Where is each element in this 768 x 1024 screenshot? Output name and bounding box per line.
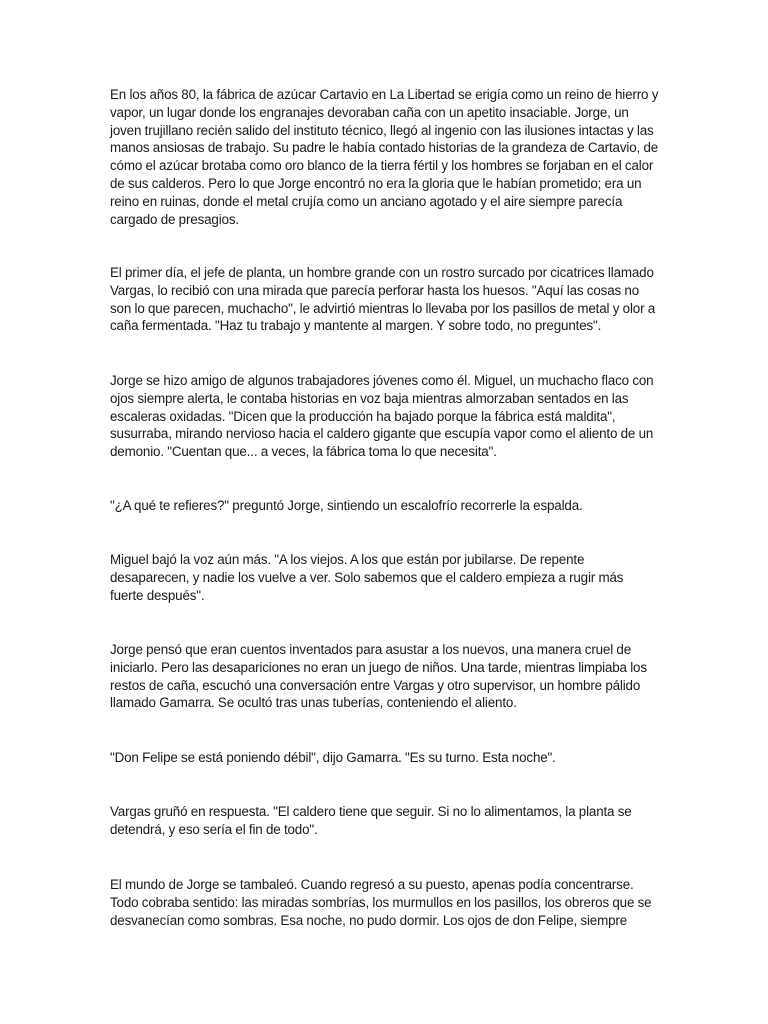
paragraph-9 [110, 876, 660, 929]
paragraph-6 [110, 641, 660, 712]
paragraph-text: En los años 80, la fábrica de azúcar Cartavio en La Libertad se erigía como un reino de hierro y vapor, un lugar donde los engranajes devoraban caña con un apetito insaciable. Jorge, un joven trujillano recién salido del instituto técnico, llegó al ingenio con las ilusiones intactas y las manos ansiosas de trabajo. Su padre le había contado historias de la grandeza de Cartavio, de cómo el azúcar brotaba como oro blanco de la tierra fértil y los hombres se forjaban en el calor de sus calderos. Pero lo que Jorge encontró no era la gloria que le habían prometido; era un reino en ruinas, donde el metal crujía como un anciano agotado y el aire siempre parecía cargado de presagios. [110, 87, 659, 227]
paragraph-3 [110, 372, 660, 461]
paragraph-text: "Don Felipe se está poniendo débil", dijo Gamarra. "Es su turno. Esta noche". [110, 750, 556, 765]
paragraph-1 [110, 86, 660, 228]
paragraph-7 [110, 749, 660, 767]
paragraph-text: El mundo de Jorge se tambaleó. Cuando regresó a su puesto, apenas podía concentrarse. Todo cobraba sentido: las miradas sombrías, los murmullos en los pasillos, los obreros que se desvanecían como sombras. Esa noche, no pudo dormir. Los ojos de don Felipe, siempre [110, 877, 652, 928]
paragraph-text: Jorge pensó que eran cuentos inventados para asustar a los nuevos, una manera cruel de iniciarlo. Pero las desapariciones no eran un juego de niños. Una tarde, mientras limpiaba los restos de caña, escuchó una conversación entre Vargas y otro supervisor, un hombre pálido llamado Gamarra. Se ocultó tras unas tuberías, conteniendo el aliento. [110, 642, 647, 711]
paragraph-4 [110, 497, 660, 515]
paragraph-text: Vargas gruñó en respuesta. "El caldero tiene que seguir. Si no lo alimentamos, la planta se detendrá, y eso sería el fin de todo". [110, 804, 632, 837]
paragraph-5 [110, 551, 660, 604]
paragraph-text: Miguel bajó la voz aún más. "A los viejos. A los que están por jubilarse. De repente desaparecen, y nadie los vuelve a ver. Solo sabemos que el caldero empieza a rugir más fuerte después". [110, 552, 624, 603]
paragraph-text: Jorge se hizo amigo de algunos trabajadores jóvenes como él. Miguel, un muchacho flaco con ojos siempre alerta, le contaba historias en voz baja mientras almorzaban sentados en las escaleras oxidadas. "Dicen que la producción ha bajado porque la fábrica está maldita", susurraba, mirando nervioso hacia el caldero gigante que escupía vapor como el aliento de un demonio. "Cuentan que... a veces, la fábrica toma lo que necesita". [110, 373, 654, 460]
paragraph-text: "¿A qué te refieres?" preguntó Jorge, sintiendo un escalofrío recorrerle la espalda. [110, 498, 583, 513]
paragraph-text: El primer día, el jefe de planta, un hombre grande con un rostro surcado por cicatrices llamado Vargas, lo recibió con una mirada que parecía perforar hasta los huesos. "Aquí las cosas no son lo que parecen, muchacho", le advirtió mientras lo llevaba por los pasillos de metal y olor a caña fermentada. "Haz tu trabajo y mantente al margen. Y sobre todo, no preguntes". [110, 265, 656, 334]
paragraph-8 [110, 803, 660, 839]
paragraph-2 [110, 264, 660, 335]
